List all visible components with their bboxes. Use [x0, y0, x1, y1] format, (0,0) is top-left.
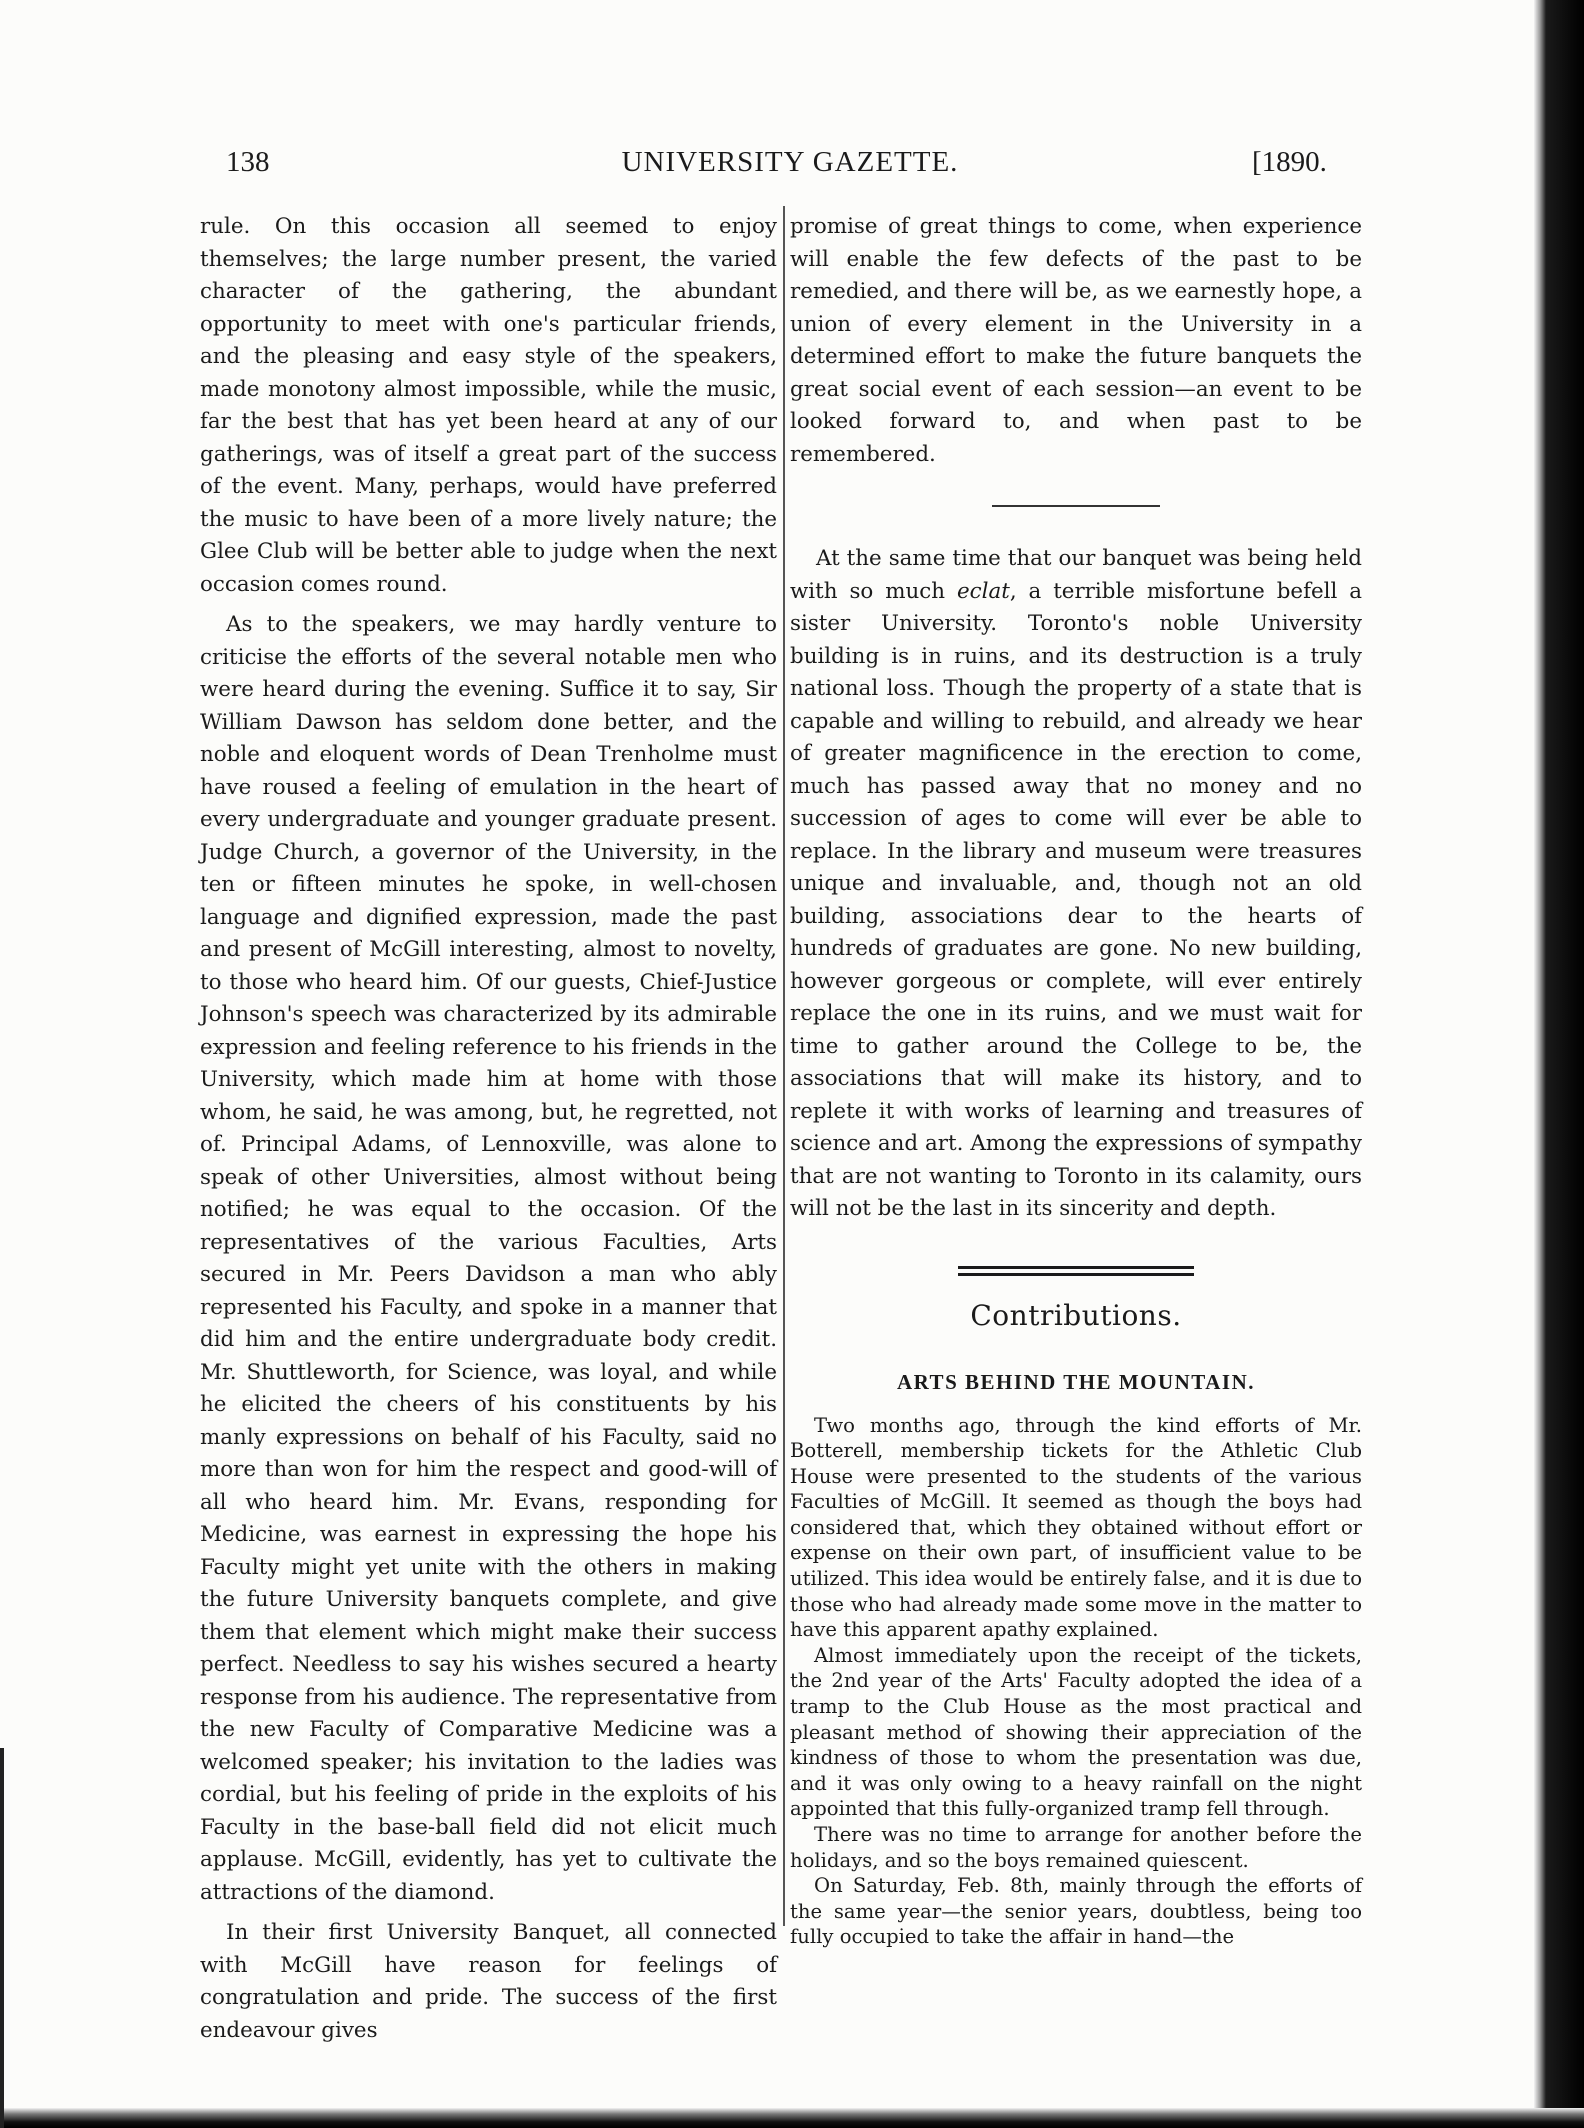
right-paragraph-1: promise of great things to come, when experience will enable the few defects of the past to be remedied, and there will be, as we earnestly hope, a union of every element in the University in a determined effort to make the future banquets the great social event of each session—an event to be looked forward to, and when past to be remembered. [790, 214, 1362, 467]
article-body [790, 1413, 1362, 1950]
right-paragraph-2 [790, 543, 1362, 1226]
article-paragraph-4: On Saturday, Feb. 8th, mainly through the efforts of the same year—the senior years, doubtless, being too fully occupied to take the affair in hand—the [790, 1874, 1362, 1949]
left-paragraph-3: In their first University Banquet, all connected with McGill have reason for feelings of congratulation and pride. The success of the first endeavour gives [200, 1920, 777, 2043]
page-number: 138 [226, 146, 270, 178]
toronto-text-start: At the same time that our banquet was being held with so much [790, 546, 1362, 604]
issue-year: [1890. [1252, 146, 1327, 178]
article-paragraph-2: Almost immediately upon the receipt of the tickets, the 2nd year of the Arts' Faculty adopted the idea of a tramp to the Club House as the most practical and pleasant method of showing their appreciation of the kindness of those to whom the presentation was due, and it was only owing to a heavy rainfall on the night appointed that this fully-organized tramp fell through. [790, 1643, 1362, 1821]
eclat-italic: eclat [956, 578, 1010, 604]
scan-edge-bottom [0, 2108, 1584, 2128]
left-paragraph-1: rule. On this occasion all seemed to enjoy themselves; the large number present, the varied character of the gathering, the abundant opportunity to meet with one's particular friends, and the pleasing and easy style of the speakers, made monotony almost impossible, while the music, far the best that has yet been heard at any of our gatherings, was of itself a great part of the success of the event. Many, perhaps, would have preferred the music to have been of a more lively nature; the Glee Club will be better able to judge when the next occasion comes round. [200, 214, 777, 597]
double-rule [958, 1266, 1194, 1276]
column-divider [783, 206, 785, 1926]
left-column [200, 211, 777, 2047]
article-paragraph-1: Two months ago, through the kind efforts of Mr. Botterell, membership tickets for the Athletic Club House were presented to the students of the various Faculties of McGill. It seemed as though the boys had considered that, which they obtained without effort or expense on their own part, of insufficient value to be utilized. This idea would be entirely false, and it is due to those who had already made some move in the matter to have this apparent apathy explained. [790, 1413, 1362, 1642]
scan-edge-right [1534, 0, 1584, 2128]
toronto-text-rest: , a terrible misfortune befell a sister University. Toronto's noble University building is in ruins, and its destruction is a truly national loss. Though the property of a state that is capable and willing to rebuild, and already we hear of greater magnificence in the erection to come, much has passed away that no money and no succession of ages to come will ever be able to replace. In the library and museum were treasures unique and invaluable, and, though not an old building, associations dear to the hearts of hundreds of graduates are gone. No new building, however gorgeous or complete, will ever entirely replace the one in its ruins, and we must wait for time to gather around the College to be, the associations that will make its history, and to replete it with works of learning and treasures of science and art. Among the expressions of sympathy that are not wanting to Toronto in its calamity, ours will not be the last in its sincerity and depth. [790, 578, 1363, 1221]
scan-edge-left [0, 1748, 4, 2128]
left-paragraph-2: As to the speakers, we may hardly venture to criticise the efforts of the several notable men who were heard during the evening. Suffice it to say, Sir William Dawson has seldom done better, and the noble and eloquent words of Dean Trenholme must have roused a feeling of emulation in the heart of every undergraduate and younger graduate present. Judge Church, a governor of the University, in the ten or fifteen minutes he spoke, in well-chosen language and dignified expression, made the past and present of McGill interesting, almost to novelty, to those who heard him. Of our guests, Chief-Justice Johnson's speech was characterized by its admirable expression and feeling reference to his friends in the University, which made him at home with those whom, he said, he was among, but, he regretted, not of. Principal Adams, of Lennoxville, was alone to speak of other Universities, almost without being notified; he was equal to the occasion. Of the representatives of the various Faculties, Arts secured in Mr. Peers Davidson a man who ably represented his Faculty, and spoke in a manner that did him and the entire undergraduate body credit. Mr. Shuttleworth, for Science, was loyal, and while he elicited the cheers of his constituents by his manly expressions on behalf of his Faculty, said no more than won for him the respect and good-will of all who heard him. Mr. Evans, responding for Medicine, was earnest in expressing the hope his Faculty might yet unite with the others in making the future University banquets complete, and give them that element which might make their success perfect. Needless to say his wishes secured a hearty response from his audience. The representative from the new Faculty of Comparative Medicine was a welcomed speaker; his invitation to the ladies was cordial, but his feeling of pride in the exploits of his Faculty in the base-ball field did not elicit much applause. McGill, evidently, has yet to cultivate the attractions of the diamond. [200, 612, 777, 1905]
article-paragraph-3: There was no time to arrange for another before the holidays, and so the boys remained quiescent. [790, 1823, 1362, 1872]
section-divider [992, 505, 1160, 507]
journal-title: UNIVERSITY GAZETTE. [621, 146, 959, 178]
section-heading: Contributions. [970, 1298, 1182, 1332]
right-column [790, 211, 1362, 1950]
article-title: ARTS BEHIND THE MOUNTAIN. [896, 1370, 1256, 1394]
